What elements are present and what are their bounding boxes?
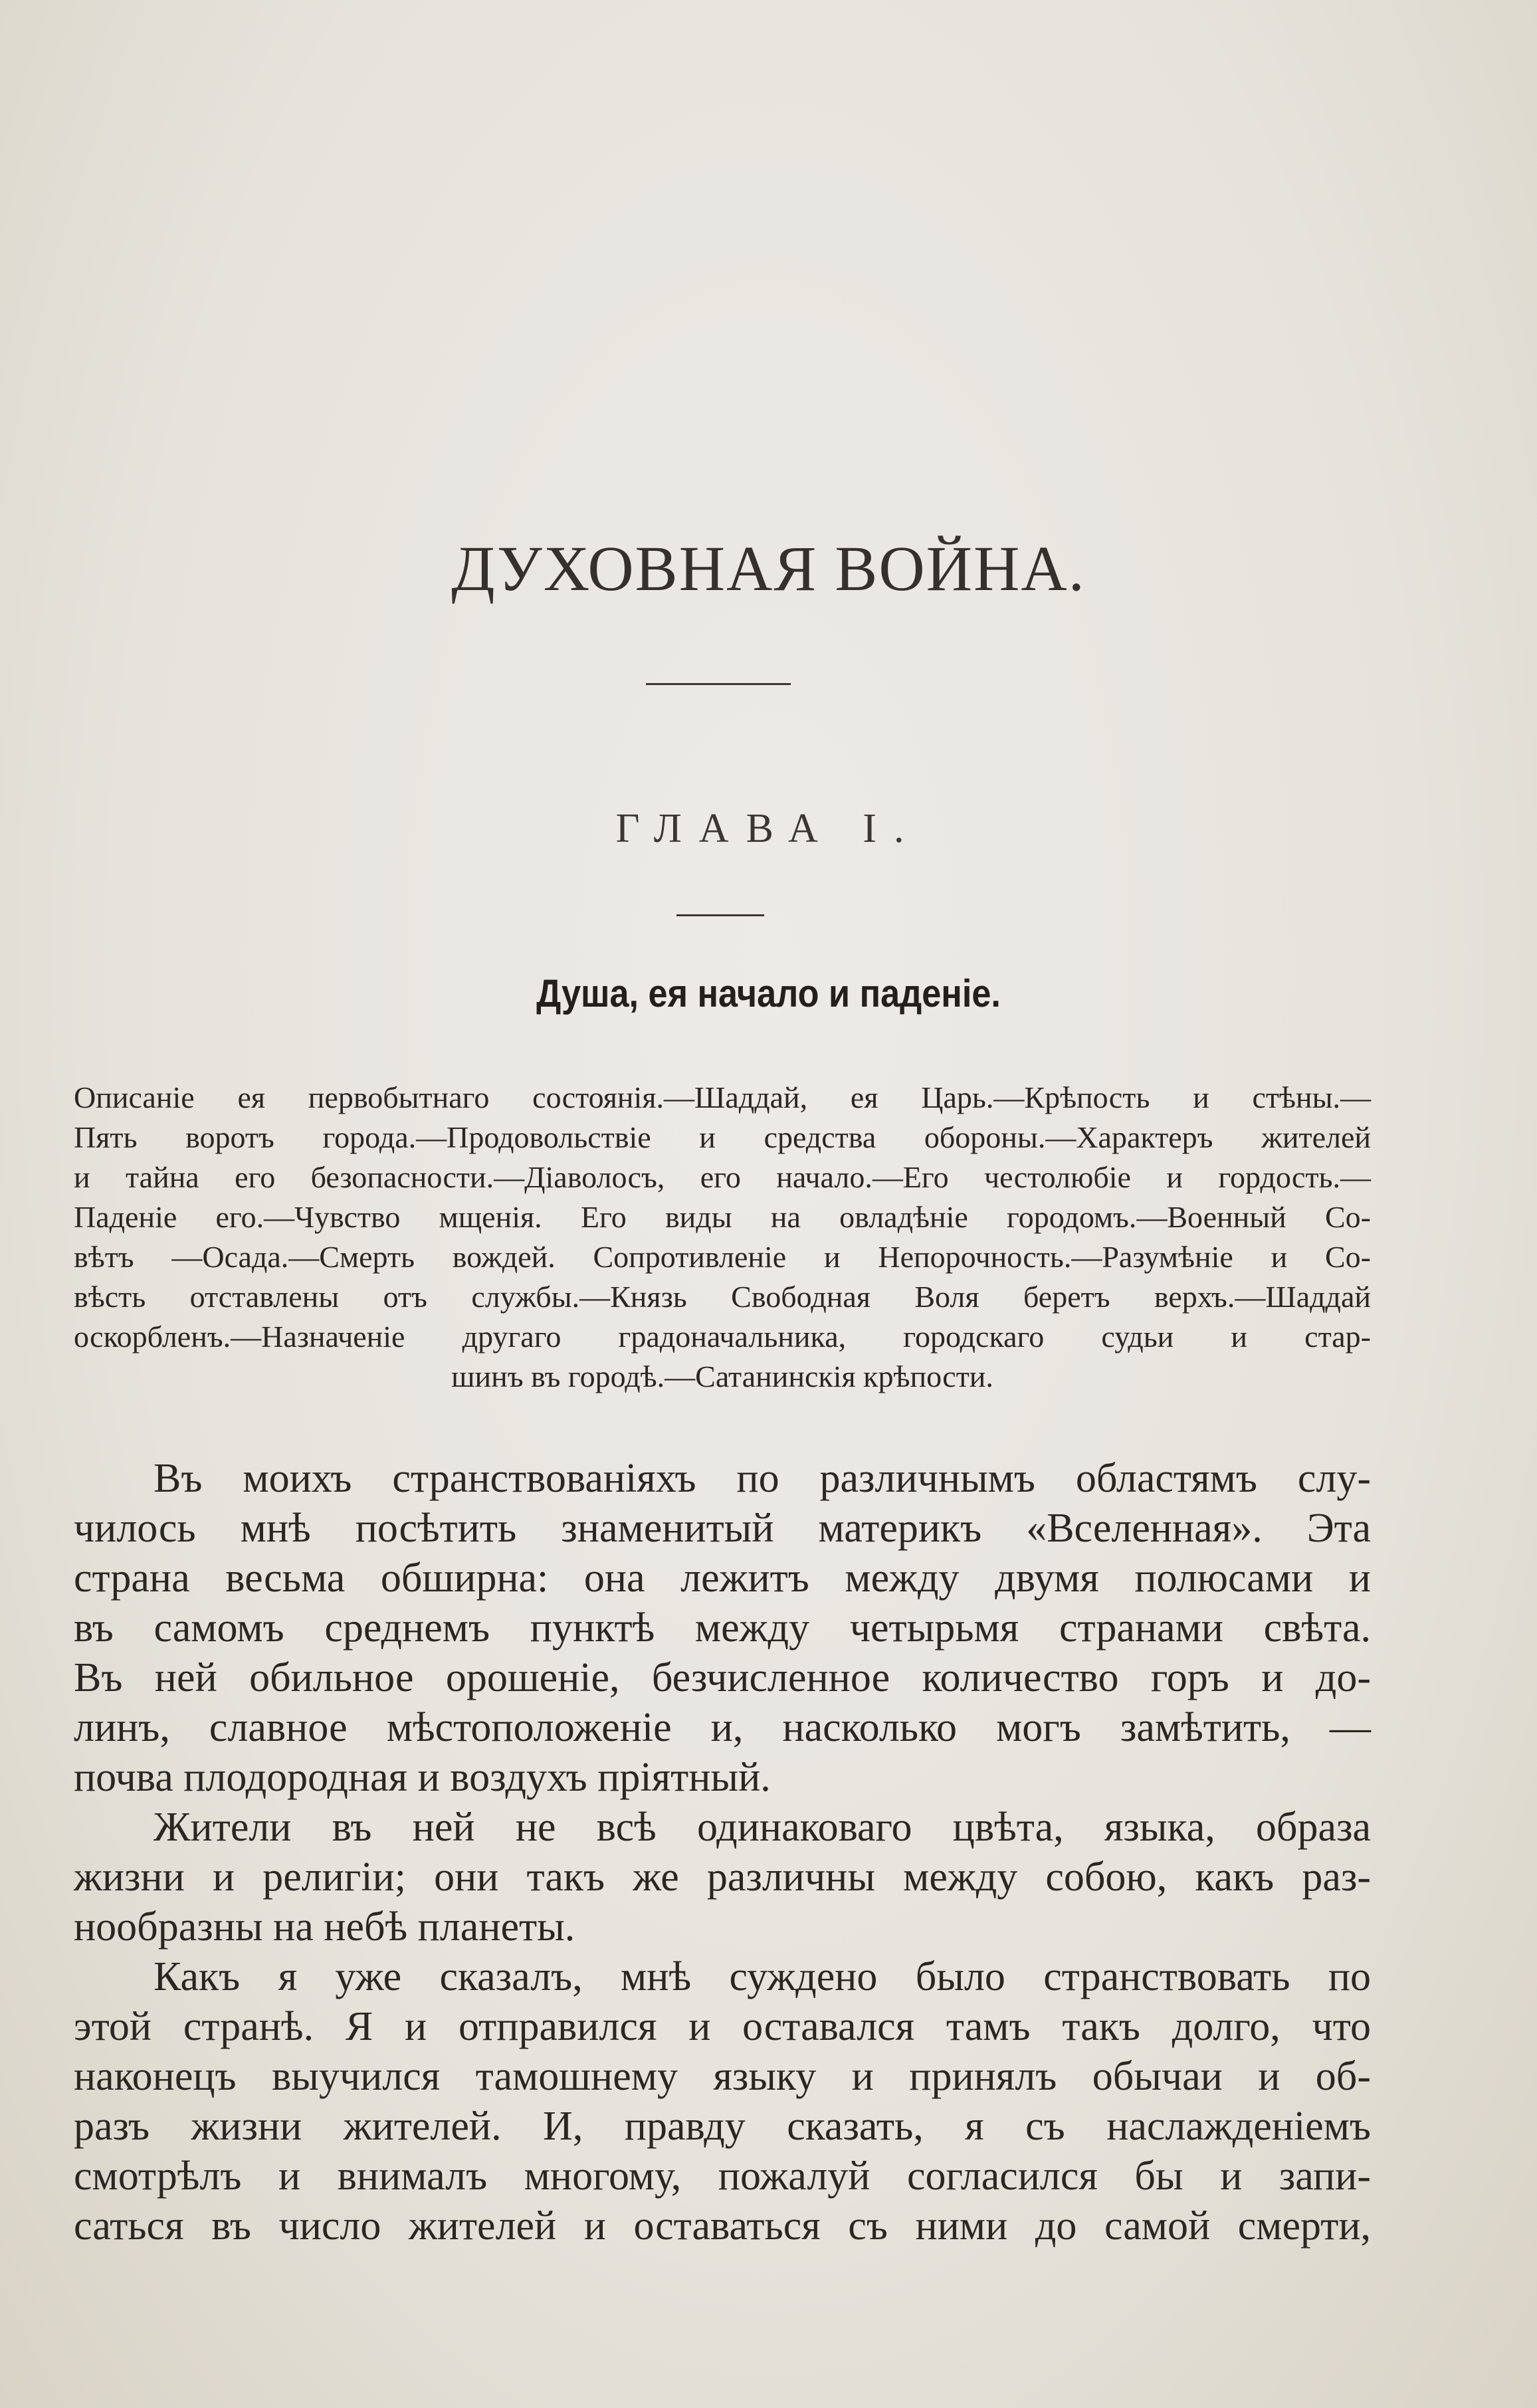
text-line: почва плодородная и воздухъ пріятный.	[74, 1755, 771, 1800]
title-divider	[646, 683, 791, 685]
text-line: чилось мнѣ посѣтить знаменитый материкъ «Вселенная». Эта	[74, 1506, 1371, 1551]
text-line: Въ моихъ странствованіяхъ по различнымъ областямъ слу-	[154, 1456, 1371, 1501]
text-line: этой странѣ. Я и отправился и оставался тамъ такъ долго, что	[74, 2004, 1371, 2049]
chapter-divider	[676, 914, 764, 916]
text-line: Какъ я уже сказалъ, мнѣ суждено было странствовать по	[154, 1954, 1371, 1999]
paragraph	[74, 1803, 1371, 1952]
paragraph	[74, 1952, 1371, 2251]
chapter-title: Душа, ея начало и паденіе.	[536, 972, 1001, 1015]
text-line: разъ жизни жителей. И, правду сказать, я съ наслажденіемъ	[74, 2104, 1371, 2149]
text-line: въ самомъ среднемъ пунктѣ между четырьмя странами свѣта.	[74, 1605, 1371, 1651]
text-line: смотрѣлъ и внималъ многому, пожалуй согласился бы и запи-	[74, 2154, 1371, 2199]
text-line: Жители въ ней не всѣ одинаковаго цвѣта, языка, образа	[154, 1805, 1371, 1850]
text-line: жизни и религіи; они такъ же различны между собою, какъ раз-	[74, 1855, 1371, 1900]
chapter-summary	[74, 1078, 1371, 1397]
text-line: Въ ней обильное орошеніе, безчисленное количество горъ и до-	[74, 1655, 1371, 1700]
summary-line: Паденіе его.—Чувство мщенія. Его виды на овладѣніе городомъ.—Военный Со-	[74, 1200, 1371, 1234]
text-line: нообразны на небѣ планеты.	[74, 1904, 575, 1950]
summary-line: вѣтъ —Осада.—Смерть вождей. Сопротивленіе и Непорочность.—Разумѣніе и Со-	[74, 1240, 1371, 1274]
text-line: страна весьма обширна: она лежитъ между двумя полюсами и	[74, 1555, 1371, 1601]
summary-line: шинъ въ городѣ.—Сатанинскія крѣпости.	[451, 1359, 993, 1393]
body-text	[74, 1454, 1371, 2251]
book-title: ДУХОВНАЯ ВОЙНА.	[451, 533, 1086, 604]
text-line: наконецъ выучился тамошнему языку и принялъ обычаи и об-	[74, 2054, 1371, 2099]
text-line: линъ, славное мѣстоположеніе и, насколько могъ замѣтить, —	[74, 1705, 1371, 1750]
paragraph	[74, 1454, 1371, 1803]
summary-line: Пять воротъ города.—Продовольствіе и средства обороны.—Характеръ жителей	[74, 1120, 1371, 1154]
summary-line: оскорбленъ.—Назначеніе другаго градоначальника, городскаго судьи и стар-	[74, 1320, 1371, 1354]
text-line: саться въ число жителей и оставаться съ ними до самой смерти,	[74, 2203, 1371, 2249]
summary-line: вѣсть отставлены отъ службы.—Князь Свободная Воля беретъ верхъ.—Шаддай	[74, 1280, 1371, 1314]
summary-line: Описаніе ея первобытнаго состоянія.—Шаддай, ея Царь.—Крѣпость и стѣны.—	[74, 1080, 1371, 1114]
summary-line: и тайна его безопасности.—Діаволосъ, его начало.—Его честолюбіе и гордость.—	[74, 1160, 1371, 1194]
chapter-label: ГЛАВА I.	[615, 806, 922, 851]
